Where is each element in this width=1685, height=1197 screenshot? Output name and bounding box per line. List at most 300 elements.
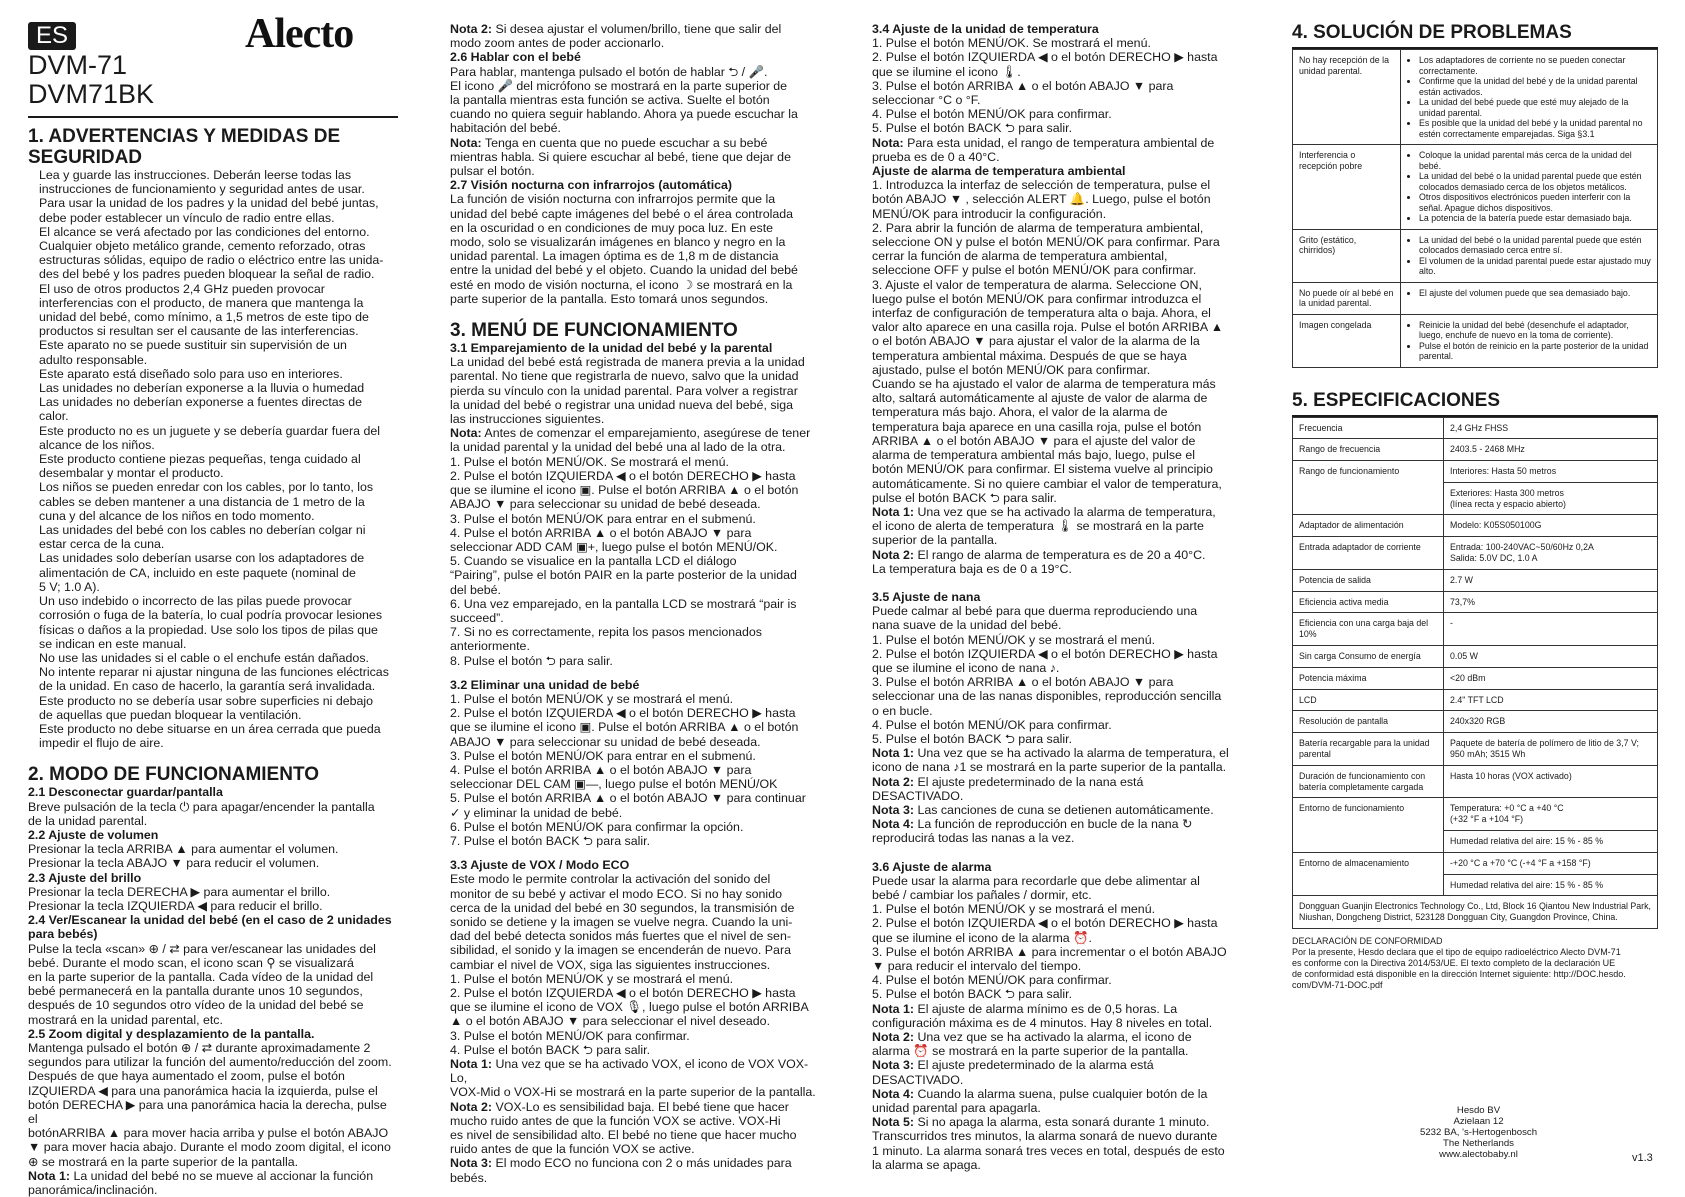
solution-item: • Pulse el botón de reinicio en la parte posterior de la unidad parental. (1419, 341, 1651, 362)
conformity-line: Por la presente, Hesdo declara que el tipo de equipo radioeléctrico Alecto DVM-71 (1292, 947, 1621, 958)
subsection-title-2-7: 2.7 Visión nocturna con infrarrojos (automática) (450, 178, 733, 193)
spec-value-line: -+20 °C a +70 °C (-+4 °F a +158 °F) (1450, 857, 1591, 868)
solution-list (1407, 235, 1651, 277)
note-text: configuración máxima es de 4 minutos. Hay 8 niveles en total. (872, 1015, 1213, 1030)
section-title-operation: 2. MODO DE FUNCIONAMIENTO (28, 764, 319, 786)
spec-value (1444, 646, 1658, 668)
problem-cell: Grito (estático, chirridos) (1293, 229, 1401, 282)
spec-label: Adaptador de alimentación (1293, 515, 1444, 537)
text-line: 1. Pulse el botón MENÚ/OK y se mostrará el menú. (450, 691, 734, 706)
spec-value (1444, 765, 1658, 798)
manufacturer-box (1292, 896, 1658, 929)
note-label: Nota: (872, 135, 904, 150)
model-name-1: DVM-71 (28, 50, 128, 80)
troubleshooting-row (1293, 282, 1658, 314)
text-line: unidad del bebé capte imágenes del bebé o el área controlada (450, 206, 794, 221)
spec-row (1293, 733, 1658, 766)
subsection-title-3-4: 3.4 Ajuste de la unidad de temperatura (872, 22, 1099, 36)
text-line: que se ilumine el icono de nana ♪. (872, 660, 1060, 675)
text-line: físicas o daños a la propiedad. Use solo los tipos de pilas que (39, 622, 378, 637)
text-line: o en bucle. (872, 703, 933, 718)
text-line: ⊕ se mostrará en la parte superior de la pantalla. (28, 1154, 299, 1169)
text-line: ajustado, pulse el botón MENÚ/OK para confirmar. (872, 362, 1151, 377)
text-line: después de 10 segundos otro vídeo de la unidad del bebé se (28, 998, 364, 1013)
text-line: 5. Pulse el botón ARRIBA ▲ o el botón ABAJO ▼ para continuar (450, 791, 806, 806)
text-line: Este producto no se debería usar sobre superficies ni debajo (39, 693, 374, 708)
note-text: El rango de alarma de temperatura es de 20 a 40°C. (914, 547, 1206, 562)
spec-value-line: Temperatura: +0 °C a +40 °C (1450, 803, 1564, 814)
text-line: 5. Pulse el botón BACK ⮌ para salir. (872, 987, 1073, 1002)
problem-cell: No puede oír al bebé en la unidad parental. (1293, 282, 1401, 314)
conformity-line: es conforme con la Directiva 2014/53/UE. El texto completo de la declaración UE (1292, 958, 1616, 969)
spec-value (1444, 613, 1658, 646)
text-line: cerca de la unidad del bebé en 30 segundos, la transmisión de (450, 900, 795, 915)
note-3-4 (872, 136, 1242, 164)
spec-value (1444, 711, 1658, 733)
text-line: Las unidades del bebé con los cables no deberían colgar ni (39, 523, 366, 538)
subsection-text-2-1 (28, 800, 398, 828)
text-line: 5 V; 1.0 A). (39, 579, 100, 594)
spec-value-line: 240x320 RGB (1450, 716, 1506, 727)
text-line: interferencias con el producto, de manera que mantenga la (39, 295, 364, 310)
text-line: Para hablar, mantenga pulsado el botón de hablar ⮌ / 🎤. (450, 64, 768, 79)
alarm-temp-text (872, 178, 1242, 505)
solution-item: • Es posible que la unidad del bebé y la unidad parental no estén correctamente emparejadas. Siga §3.1 (1419, 118, 1651, 139)
text-line: temperatura baja aparece en una casilla roja, pulse el botón (872, 419, 1202, 434)
text-line: de aquellas que puedan bloquear la ventilación. (39, 707, 302, 722)
text-line: bebé / cambiar los pañales / dormir, etc. (872, 887, 1092, 902)
text-line: 3. Pulse el botón MENÚ/OK para entrar en el submenú. (450, 748, 756, 763)
note-text: DESACTIVADO. (872, 788, 964, 803)
spec-row (1293, 765, 1658, 798)
text-line: entre la unidad del bebé y el objeto. Cuando la unidad del bebé (450, 263, 798, 278)
text-line: 3. Pulse el botón ARRIBA ▲ para incrementar o el botón ABAJO (872, 944, 1227, 959)
spec-value (1444, 482, 1658, 515)
note-label: Nota 5: (872, 1115, 914, 1130)
text-line: Para usar la unidad de los padres y la unidad del bebé juntas, (39, 196, 379, 211)
note-text: 1 minuto. La alarma sonará tres veces en total, después de esto (872, 1143, 1225, 1158)
company-address (1420, 1105, 1537, 1160)
alecto-logo: Alecto (245, 11, 354, 57)
text-line: botón DERECHA ▶ para una panorámica hacia la derecha, pulse el (28, 1097, 387, 1126)
text-line: impedir el flujo de aire. (39, 736, 164, 751)
spec-label: Entrada adaptador de corriente (1293, 537, 1444, 570)
spec-label: Duración de funcionamiento con batería completamente cargada (1293, 765, 1444, 798)
spec-value (1444, 852, 1658, 874)
note-label: Nota: (450, 426, 482, 441)
notes-3-5 (872, 746, 1242, 845)
text-line: en la parte superior de la pantalla. Cada vídeo de la unidad del (28, 969, 374, 984)
text-line: pulse el botón BACK ⮌ para salir. (872, 490, 1057, 505)
note-text: Transcurridos tres minutos, la alarma sonará de nuevo durante (872, 1129, 1218, 1144)
text-line: debe poder establecer un vínculo de radio entre ellas. (39, 210, 335, 225)
text-line: unidad del bebé, como mínimo, a 1,5 metros de este tipo de (39, 310, 369, 325)
spec-label: Sin carga Consumo de energía (1293, 646, 1444, 668)
text-line: sibilidad, el sonido y la imagen se encenderán de nuevo. Para (450, 943, 791, 958)
spec-value-line: 2.4" TFT LCD (1450, 694, 1504, 705)
text-line: 5. Cuando se visualice en la pantalla LCD el diálogo (450, 554, 737, 569)
solution-item: • La unidad del bebé o la unidad parental puede que estén colocados demasiado cerca entre sí. (1419, 235, 1651, 256)
text-line: succeed”. (450, 610, 504, 625)
text-line: modo, solo se visualizarán imágenes en blanco y negro en la (450, 235, 786, 250)
spec-value-line: Paquete de batería de polímero de litio de 3,7 V; 950 mAh; 3515 Wh (1450, 738, 1639, 760)
spec-value (1444, 874, 1658, 896)
text-line: unidad parental. La imagen óptima es de 1,8 m de distancia (450, 249, 779, 264)
spec-value (1444, 569, 1658, 591)
note-label: Nota 1: (872, 504, 914, 519)
text-line: automáticamente. Si no quiere cambiar el valor de temperatura, (872, 476, 1222, 491)
note-text: superior de la pantalla. (872, 533, 998, 548)
text-line: alcance de los niños. (39, 437, 155, 452)
note-2-5 (28, 1169, 398, 1197)
text-line: No intente reparar ni ajustar ninguna de las funciones eléctricas (39, 665, 389, 680)
text-line: estructuras sólidas, equipo de radio o eléctrico entre las unida- (39, 253, 384, 268)
address-line: The Netherlands (1443, 1138, 1514, 1149)
text-line: calor. (39, 409, 69, 424)
note-label: Nota 3: (450, 1156, 492, 1171)
problem-cell: Imagen congelada (1293, 314, 1401, 367)
note-text: VOX-Lo es sensibilidad baja. El bebé tiene que hacer (492, 1099, 789, 1114)
spec-row (1293, 667, 1658, 689)
text-line: 3. Pulse el botón MENÚ/OK para entrar en el submenú. (450, 511, 756, 526)
subsection-text-3-6 (872, 874, 1242, 1002)
spec-label: Eficiencia activa media (1293, 591, 1444, 613)
conformity-line: de conformidad está disponible en la dirección Internet siguiente: http://DOC.hesdo. (1292, 969, 1626, 980)
note-text: La unidad del bebé no se mueve al accionar la función (70, 1168, 374, 1183)
text-line: 1. Introduzca la interfaz de selección de temperatura, pulse el (872, 178, 1211, 193)
text-line: 7. Pulse el botón BACK ⮌ para salir. (450, 833, 651, 848)
language-badge: ES (28, 22, 76, 50)
text-line: ARRIBA ▲ o el botón ABAJO ▼ para el ajuste del valor de (872, 433, 1196, 448)
note-text: icono de nana ♪1 se mostrará en la parte superior de la pantalla. (872, 760, 1227, 775)
text-line: 6. Una vez emparejado, en la pantalla LCD se mostrará “pair is (450, 596, 797, 611)
spec-row (1293, 798, 1658, 831)
text-line: seleccione ON y pulse el botón MENÚ/OK para confirmar. Para (872, 235, 1220, 250)
text-line: La unidad del bebé está registrada de manera previa a la unidad (450, 355, 805, 370)
subsection-title-2-6: 2.6 Hablar con el bebé (450, 50, 581, 65)
text-line: 3. Pulse el botón ARRIBA ▲ o el botón ABAJO ▼ para (872, 78, 1174, 93)
note-label: Nota 1: (872, 1001, 914, 1016)
note-text: DESACTIVADO. (872, 1072, 964, 1087)
problem-cell: No hay recepción de la unidad parental. (1293, 50, 1401, 145)
text-line: se indican en este manual. (39, 636, 187, 651)
text-line: sonido se detiene y la imagen se vuelve negra. Cuando la uni- (450, 914, 793, 929)
conformity-title: DECLARACIÓN DE CONFORMIDAD (1292, 936, 1443, 947)
text-line: pierda su vínculo con la unidad parental. Para volver a registrar (450, 383, 798, 398)
subsection-text-2-7 (450, 192, 820, 306)
note-label: Nota 3: (872, 1058, 914, 1073)
text-line: 6. Pulse el botón MENÚ/OK para confirmar la opción. (450, 819, 744, 834)
text-line: las instrucciones siguientes. (450, 412, 605, 427)
spec-row (1293, 689, 1658, 711)
text-line: Lea y guarde las instrucciones. Deberán leerse todas las (39, 168, 352, 182)
text-line: 8. Pulse el botón ⮌ para salir. (450, 653, 613, 668)
text-line: en la oscuridad o en condiciones de muy poca luz. En este (450, 220, 774, 235)
text-line: cerrar la función de alarma de temperatura ambiental, (872, 249, 1168, 264)
troubleshooting-row (1293, 314, 1658, 367)
solution-cell (1401, 314, 1658, 367)
spec-row (1293, 852, 1658, 874)
spec-row (1293, 591, 1658, 613)
spec-value-line: 2.7 W (1450, 574, 1473, 585)
text-line: instrucciones de funcionamiento y seguridad antes de usar. (39, 182, 365, 197)
text-line: Mantenga pulsado el botón ⊕ / ⇄ durante aproximadamente 2 (28, 1040, 371, 1055)
solution-cell (1401, 145, 1658, 230)
problem-cell: Interferencia o recepción pobre (1293, 145, 1401, 230)
steps-3-1 (450, 455, 820, 668)
text-line: ▼ para mover hacia abajo. Durante el modo zoom digital, el icono (28, 1140, 391, 1155)
text-line: seleccionar °C o °F. (872, 93, 981, 108)
notes-3-3 (450, 1057, 820, 1185)
section-title-specifications: 5. ESPECIFICACIONES (1292, 389, 1500, 411)
troubleshooting-table (1292, 49, 1658, 368)
spec-value (1444, 417, 1658, 439)
text-line: Este modo le permite controlar la activación del sonido del (450, 872, 771, 887)
text-line: Después de que haya aumentado el zoom, pulse el botón (28, 1069, 345, 1084)
text-line: desembalar y montar el producto. (39, 466, 224, 481)
note-text: Una vez que se ha activado la alarma, el icono de (914, 1030, 1192, 1045)
spec-label: Resolución de pantalla (1293, 711, 1444, 733)
subsection-title-2-5: 2.5 Zoom digital y desplazamiento de la pantalla. (28, 1026, 315, 1041)
subsection-text-2-2 (28, 842, 398, 870)
text-line: botón MENÚ/OK para confirmar. El sistema vuelve al principio (872, 462, 1213, 477)
note-label: Nota 4: (872, 1086, 914, 1101)
text-line: 2. Pulse el botón IZQUIERDA ◀ o el botón DERECHO ▶ hasta (450, 986, 796, 1000)
text-line: des del bebé y los padres pueden bloquear la señal de radio. (39, 267, 375, 282)
note-text: Una vez que se ha activado VOX, el icono de VOX VOX-Lo, (450, 1057, 809, 1086)
spec-row (1293, 417, 1658, 439)
spec-label: Entorno de funcionamiento (1293, 798, 1444, 852)
note-text: Si desea ajustar el volumen/brillo, tiene que salir del (492, 22, 782, 36)
subsection-text-2-6 (450, 65, 820, 136)
spec-value-line: Hasta 10 horas (VOX activado) (1450, 770, 1572, 781)
subsection-title-3-6: 3.6 Ajuste de alarma (872, 859, 992, 874)
note-text: prueba es de 0 a 40°C. (872, 149, 1000, 164)
text-line: cables se deben mantener a una distancia de 1 metro de la (39, 494, 365, 509)
solution-list (1407, 150, 1651, 224)
text-line: esté en modo de visión nocturna, el icono ☽ se mostrará en la (450, 277, 793, 292)
text-line: Este aparato está diseñado solo para uso en interiores. (39, 366, 343, 381)
subsection-title-2-1: 2.1 Desconectar guardar/pantalla (28, 785, 223, 800)
text-line: “Pairing”, pulse el botón PAIR en la parte posterior de la unidad (450, 568, 797, 583)
text-line: 2. Pulse el botón IZQUIERDA ◀ o el botón DERECHO ▶ hasta (872, 916, 1218, 931)
subsection-text-2-4 (28, 942, 398, 1027)
steps-3-2 (450, 692, 820, 848)
text-line: la unidad del bebé o registrar una unidad nueva del bebé, siga (450, 397, 794, 412)
spec-value-line: 73,7% (1450, 596, 1475, 607)
note-text: Tenga en cuenta que no puede escuchar a su bebé (481, 135, 768, 150)
text-line: 2. Pulse el botón IZQUIERDA ◀ o el botón DERECHO ▶ hasta (450, 706, 796, 721)
spec-row (1293, 711, 1658, 733)
note-label: Nota 2: (450, 1099, 492, 1114)
spec-row (1293, 613, 1658, 646)
text-line: Puede calmar al bebé para que duerma reproduciendo una (872, 604, 1198, 619)
text-line: Este aparato no se puede sustituir sin supervisión de un (39, 338, 347, 353)
text-line: Este producto no debe situarse en un área cerrada que pueda (39, 721, 381, 736)
note-text: VOX-Mid o VOX-Hi se mostrará en la parte superior de la pantalla. (450, 1085, 816, 1100)
note-text: El ajuste de alarma mínimo es de 0,5 horas. La (914, 1001, 1178, 1016)
safety-text (28, 168, 398, 750)
note-text: El ajuste predeterminado de la nana está (914, 774, 1144, 789)
text-line: Este producto contiene piezas pequeñas, tenga cuidado al (39, 452, 361, 467)
notes-alarm-temp (872, 505, 1242, 576)
alarm-temp-title: Ajuste de alarma de temperatura ambiental (872, 164, 1126, 179)
spec-value (1444, 515, 1658, 537)
spec-value-line: (línea recta y espacio abierto) (1450, 498, 1566, 509)
text-line: interfaz de configuración de temperatura alta o baja. Ahora, el (872, 306, 1211, 321)
specifications-table (1292, 417, 1658, 897)
note-text: La función de reproducción en bucle de la nana ↻ (914, 817, 1193, 832)
spec-value-line: (+32 °F a +104 °F) (1450, 814, 1524, 825)
text-line: dad del bebé detecta sonidos más fuertes que el nivel de sen- (450, 929, 791, 944)
note-label: Nota 1: (872, 746, 914, 761)
column-1 (28, 22, 398, 1197)
text-line: Este producto no es un juguete y se debería guardar fuera del (39, 423, 380, 438)
text-line: 5. Pulse el botón BACK ⮌ para salir. (872, 731, 1073, 746)
subsection-text-3-1 (450, 355, 820, 426)
subsection-title-2-4: 2.4 Ver/Escanear la unidad del bebé (en el caso de 2 unidades para bebés) (28, 913, 392, 942)
text-line: Cualquier objeto metálico grande, cemento reforzado, otras (39, 239, 366, 254)
note-label: Nota 1: (28, 1168, 70, 1183)
subsection-title-2-3: 2.3 Ajuste del brillo (28, 870, 142, 885)
subsection-text-2-5 (28, 1041, 398, 1169)
solution-item: • La unidad del bebé o la unidad parental puede que estén colocados demasiado cerca de los objetos metálicos. (1419, 171, 1651, 192)
note-label: Nota 2: (450, 22, 492, 36)
note-text: La temperatura baja es de 0 a 19°C. (872, 561, 1072, 576)
spec-row (1293, 537, 1658, 570)
spec-label: Rango de frecuencia (1293, 439, 1444, 461)
spec-label: Eficiencia con una carga baja del 10% (1293, 613, 1444, 646)
solution-item: • Reinicie la unidad del bebé (desenchufe el adaptador, luego, enchufe de nuevo en la toma de corriente). (1419, 320, 1651, 341)
spec-value (1444, 537, 1658, 570)
text-line: la pantalla mientras esta función se activa. Suelte el botón (450, 93, 770, 108)
text-line: que se ilumine el icono de la alarma ⏰. (872, 930, 1092, 945)
solution-list (1407, 320, 1651, 362)
note-text: Una vez que se ha activado la alarma de temperatura, el (914, 746, 1229, 761)
solution-cell (1401, 282, 1658, 314)
text-line: No use las unidades si el cable o el enchufe están dañados. (39, 650, 369, 665)
text-line: anteriormente. (450, 639, 530, 654)
note-text: reproducirá todas las nanas a la vez. (872, 831, 1075, 846)
text-line: 1. Pulse el botón MENÚ/OK y se mostrará el menú. (450, 971, 734, 986)
spec-value (1444, 798, 1658, 831)
text-line: El icono 🎤 del micrófono se mostrará en la parte superior de (450, 78, 788, 93)
troubleshooting-row (1293, 50, 1658, 145)
spec-label: Entorno de almacenamiento (1293, 852, 1444, 896)
text-line: seleccione OFF y pulse el botón MENÚ/OK para confirmar. (872, 263, 1197, 278)
text-line: Las unidades solo deberían usarse con los adaptadores de (39, 551, 365, 566)
subsection-text-3-3 (450, 872, 820, 1057)
text-line: 4. Pulse el botón ARRIBA ▲ o el botón ABAJO ▼ para (450, 525, 752, 540)
text-line: 1. Pulse el botón MENÚ/OK y se mostrará el menú. (872, 632, 1156, 647)
text-line: El uso de otros productos 2,4 GHz pueden provocar (39, 281, 325, 296)
note-text: Para esta unidad, el rango de temperatura ambiental de (903, 135, 1215, 150)
note-label: Nota 2: (872, 774, 914, 789)
solution-item: • Otros dispositivos electrónicos pueden interferir con la señal. Apague dichos dispositivos. (1419, 192, 1651, 213)
note-text: modo zoom antes de poder accionarlo. (450, 36, 665, 51)
text-line: seleccionar una de las nanas disponibles, reproducción sencilla (872, 689, 1222, 704)
text-line: que se ilumine el icono ▣. Pulse el botón ARRIBA ▲ o el botón (450, 720, 799, 735)
note-text: la alarma se apaga. (872, 1157, 981, 1172)
column-4 (1292, 22, 1658, 991)
spec-label: Rango de funcionamiento (1293, 461, 1444, 515)
text-line: Los niños se pueden enredar con los cables, por lo tanto, los (39, 480, 374, 495)
spec-value-line: Interiores: Hasta 50 metros (1450, 466, 1557, 477)
text-line: 5. Pulse el botón BACK ⮌ para salir. (872, 121, 1073, 136)
subsection-text-2-3 (28, 885, 398, 913)
text-line: botón ABAJO ▼ , selección ALERT 🔔. Luego, pulse el botón (872, 192, 1211, 207)
text-line: estar cerca de la cuna. (39, 537, 165, 552)
section-title-menu: 3. MENÚ DE FUNCIONAMIENTO (450, 320, 738, 342)
text-line: ▼ para reducir el intervalo del tiempo. (872, 959, 1082, 973)
text-line: cuna y del alcance de los niños en todo momento. (39, 508, 315, 523)
text-line: 4. Pulse el botón MENÚ/OK para confirmar. (872, 107, 1112, 122)
note-text: la unidad parental y la unidad del bebé una al lado de la otra. (450, 440, 786, 455)
note-label: Nota 2: (872, 1030, 914, 1045)
note-label: Nota 2: (872, 547, 914, 562)
spec-value (1444, 733, 1658, 766)
note-2-6 (450, 136, 820, 179)
note-text: el icono de alerta de temperatura 🌡 se mostrará en la parte (872, 519, 1204, 534)
note-text: El modo ECO no funciona con 2 o más unidades para bebés. (450, 1156, 792, 1185)
note-label: Nota 4: (872, 817, 914, 832)
note-text: Las canciones de cuna se detienen automáticamente. (914, 802, 1214, 817)
text-line: 1. Pulse el botón MENÚ/OK. Se mostrará el menú. (872, 36, 1151, 51)
text-line: 1. Pulse el botón MENÚ/OK. Se mostrará el menú. (450, 454, 729, 469)
spec-value (1444, 461, 1658, 483)
subsection-text-3-5 (872, 604, 1242, 746)
solution-item: • La potencia de la batería puede estar demasiado baja. (1419, 213, 1651, 224)
note-text: Cuando la alarma suena, pulse cualquier botón de la (914, 1086, 1208, 1101)
text-line: Un uso indebido o incorrecto de las pilas puede provocar (39, 594, 352, 609)
spec-value (1444, 831, 1658, 853)
text-line: valor alto aparece en una casilla roja. Pulse el botón ARRIBA ▲ (872, 320, 1224, 335)
text-line: que se ilumine el icono ▣. Pulse el botón ARRIBA ▲ o el botón (450, 483, 799, 498)
note-text: Antes de comenzar el emparejamiento, asegúrese de tener (481, 426, 811, 441)
note-text: Si no apaga la alarma, esta sonará durante 1 minuto. (914, 1115, 1210, 1130)
spec-row (1293, 646, 1658, 668)
column-3 (872, 22, 1242, 1172)
subsection-title-2-2: 2.2 Ajuste de volumen (28, 827, 159, 842)
spec-value-line: Humedad relativa del aire: 15 % - 85 % (1450, 836, 1604, 847)
section-title-troubleshooting: 4. SOLUCIÓN DE PROBLEMAS (1292, 22, 1572, 43)
text-line: ABAJO ▼ para seleccionar su unidad de bebé deseada. (450, 497, 761, 512)
spec-label: Frecuencia (1293, 417, 1444, 439)
conformity-line: com/DVM-71-DOC.pdf (1292, 980, 1383, 991)
spec-label: LCD (1293, 689, 1444, 711)
solution-item: • El ajuste del volumen puede que sea demasiado bajo. (1419, 288, 1651, 299)
manufacturer-text: Dongguan Guanjin Electronics Technology Co., Ltd, Block 16 Qiantou New Industrial Park, Niushan, Dongcheng District, 523128 Dongguan City, Guangdon Province, China. (1293, 896, 1658, 928)
note-text: alarma ⏰ se mostrará en la parte superior de la pantalla. (872, 1044, 1189, 1059)
spec-value (1444, 689, 1658, 711)
text-line: bebé permanecerá en la pantalla durante unos 10 segundos, (28, 984, 363, 999)
solution-item: • Coloque la unidad parental más cerca de la unidad del bebé. (1419, 150, 1651, 171)
column-2 (450, 22, 820, 1185)
text-line: o el botón ABAJO ▼ para ajustar el valor de la alarma de la (872, 334, 1200, 349)
text-line: del bebé. (450, 582, 501, 597)
spec-value-line: 0.05 W (1450, 651, 1478, 662)
spec-row (1293, 439, 1658, 461)
spec-value (1444, 439, 1658, 461)
troubleshooting-row (1293, 229, 1658, 282)
solution-list (1407, 55, 1651, 139)
text-line: Las unidades no deberían exponerse a la lluvia o humedad (39, 381, 365, 396)
text-line: seleccionar ADD CAM ▣+, luego pulse el botón MENÚ/OK. (450, 539, 778, 554)
model-name-2: DVM71BK (28, 79, 155, 109)
solution-item: • El volumen de la unidad parental puede estar ajustado muy alto. (1419, 256, 1651, 277)
text-line: monitor de su bebé y activar el modo ECO. Si no hay sonido (450, 886, 782, 901)
text-line: Pulse la tecla «scan» ⊕ / ⇄ para ver/escanear las unidades del (28, 941, 376, 956)
